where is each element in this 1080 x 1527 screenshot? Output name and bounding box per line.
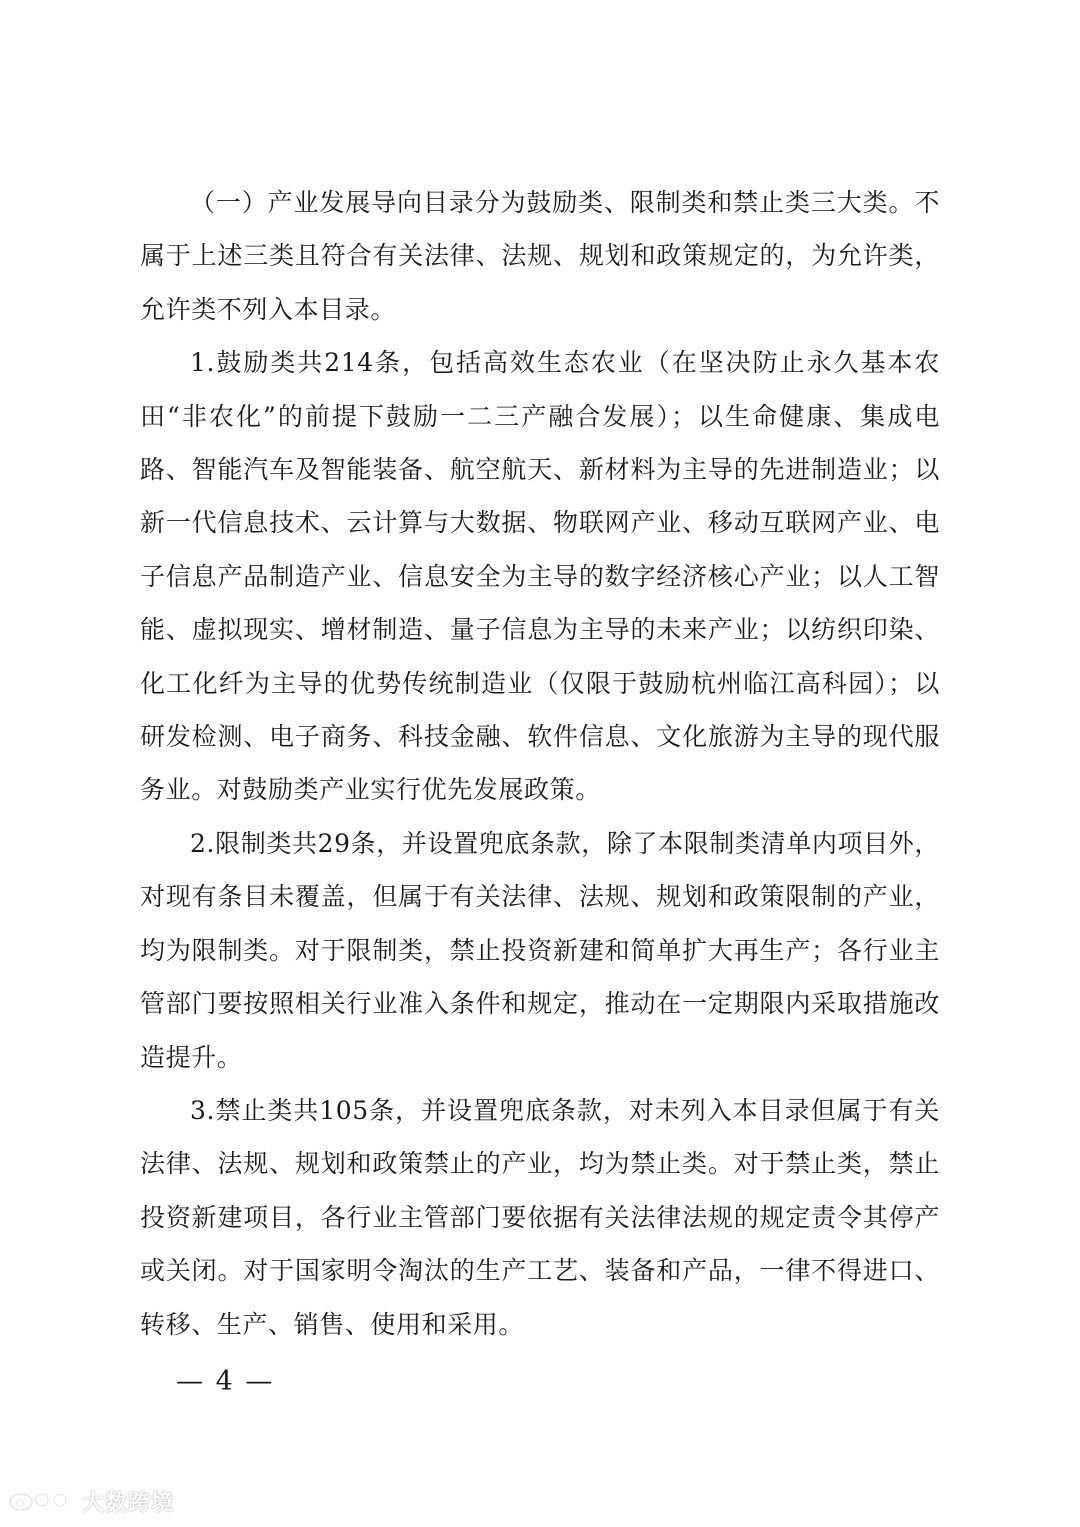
- paragraph-prohibited-category: 3.禁止类共105条，并设置兜底条款，对未列入本目录但属于有关法律、法规、规划和政策禁止的产业，均为禁止类。对于禁止类，禁止投资新建项目，各行业主管部门要依据有关法律法规的规定责令其停产或关闭。对于国家明令淘汰的生产工艺、装备和产品，一律不得进口、转移、生产、销售、使用和采用。: [140, 1095, 941, 1339]
- watermark-text: 大数跨境: [82, 1491, 175, 1516]
- paragraph-restricted-category: 2.限制类共29条，并设置兜底条款，除了本限制类清单内项目外，对现有条目未覆盖，但属于有关法律、法规、规划和政策限制的产业，均为限制类。对于限制类，禁止投资新建和简单扩大再生产；各行业主管部门要按照相关行业准入条件和规定，推动在一定期限内采取措施改造提升。: [140, 828, 940, 1072]
- paragraph-section-1: （一）产业发展导向目录分为鼓励类、限制类和禁止类三大类。不属于上述三类且符合有关法律、法规、规划和政策规定的，为允许类，允许类不列入本目录。: [140, 188, 940, 324]
- weibo-logo-icon: [8, 1487, 76, 1517]
- page-number: — 4 —: [176, 1366, 275, 1397]
- document-body: [140, 176, 940, 1351]
- watermark: [8, 1486, 174, 1517]
- paragraph-encouraged-category: 1.鼓励类共214条，包括高效生态农业（在坚决防止永久基本农田“非农化”的前提下鼓励一二三产融合发展）；以生命健康、集成电路、智能汽车及智能装备、航空航天、新材料为主导的先进制造业；以新一代信息技术、云计算与大数据、物联网产业、移动互联网产业、电子信息产品制造产业、信息安全为主导的数字经济核心产业；以人工智能、虚拟现实、增材制造、量子信息为主导的未来产业；以纺织印染、化工化纤为主导的优势传统制造业（仅限于鼓励杭州临江高科园）；以研发检测、电子商务、科技金融、软件信息、文化旅游为主导的现代服务业。对鼓励类产业实行优先发展政策。: [140, 348, 940, 805]
